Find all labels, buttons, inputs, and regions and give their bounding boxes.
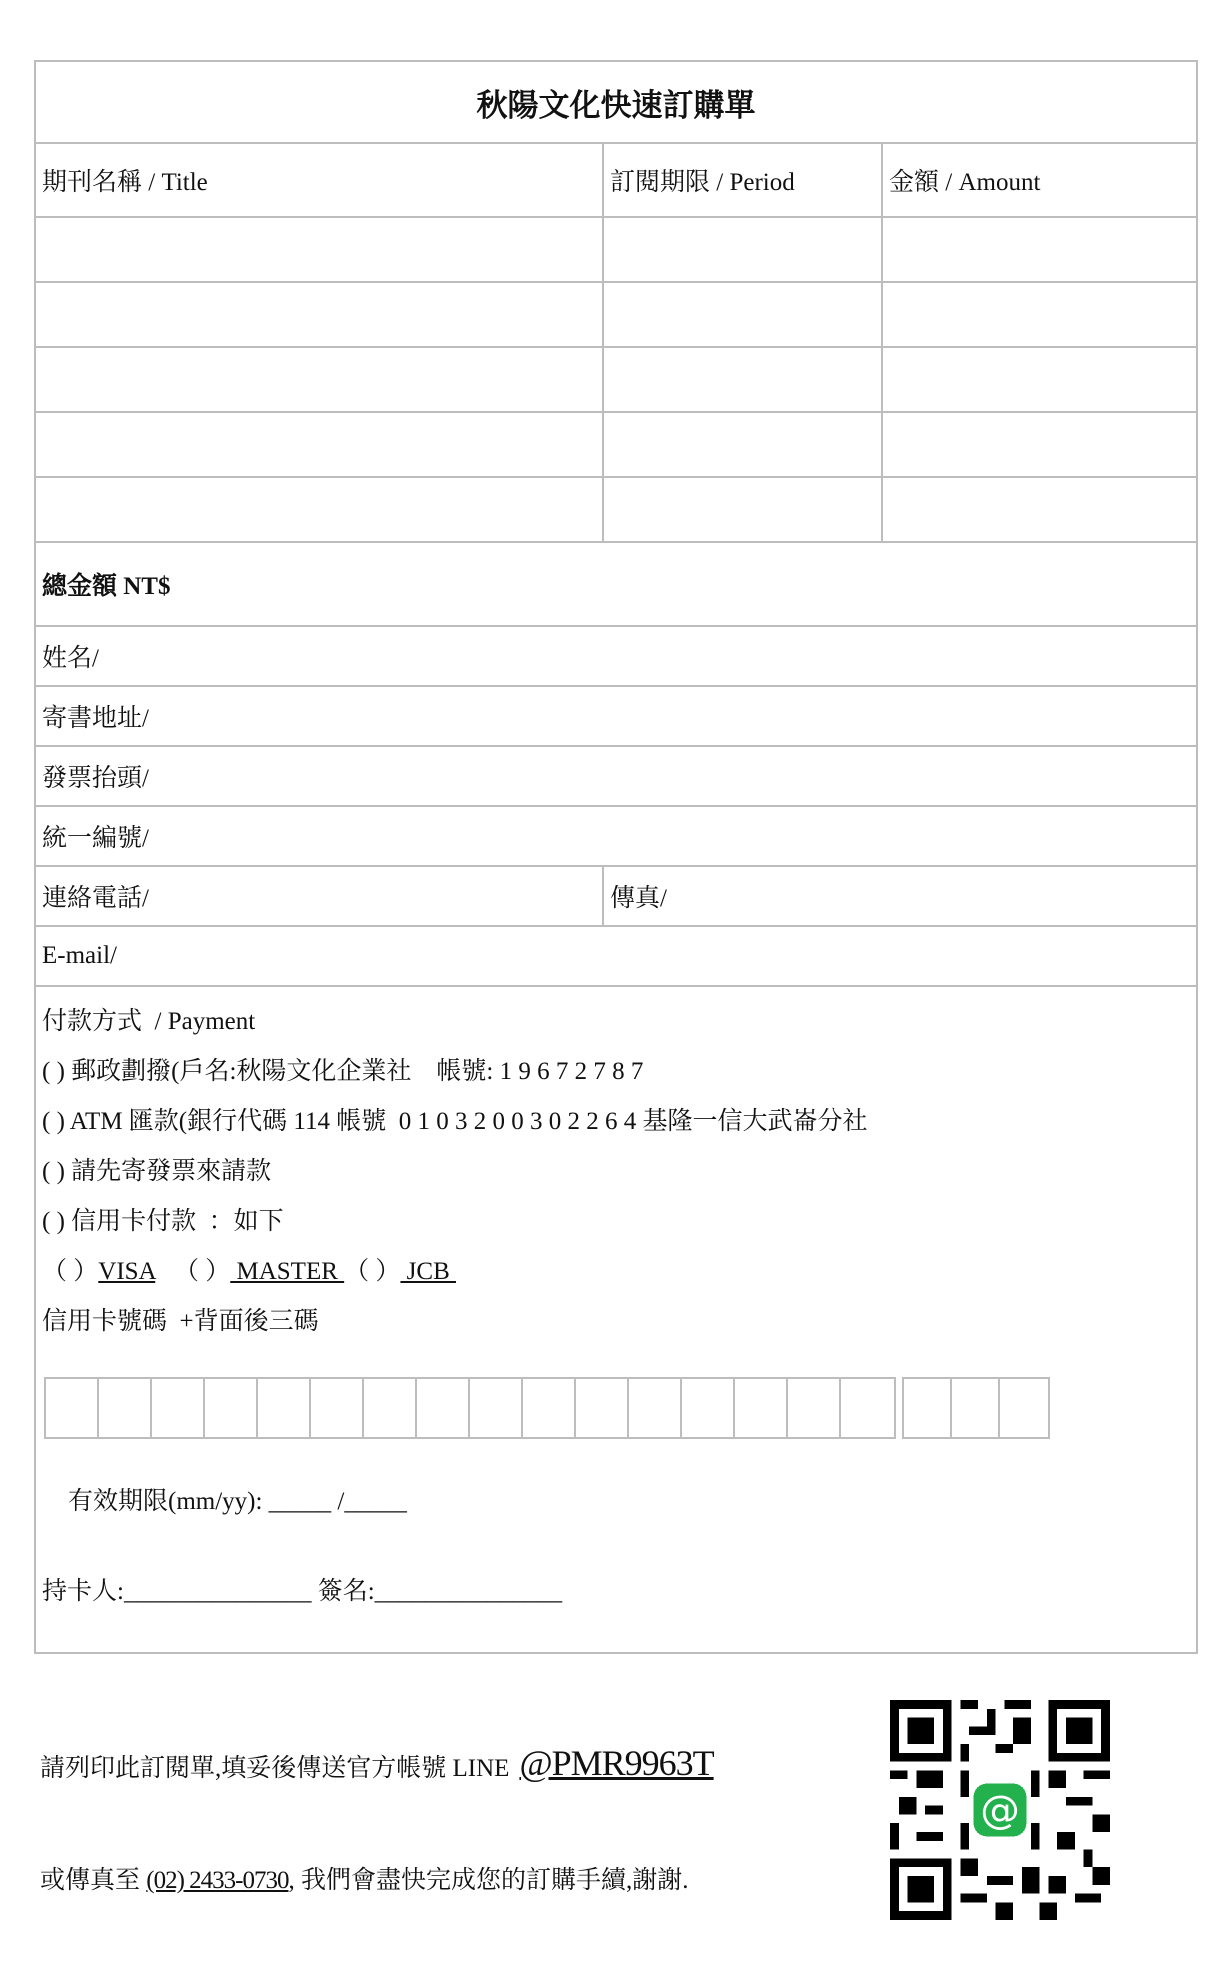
order-row[interactable] [36, 216, 1196, 281]
amount-field[interactable] [883, 413, 1196, 476]
fax-label: 傳真/ [610, 885, 667, 912]
card-digit-box[interactable] [99, 1379, 152, 1437]
card-digit-box[interactable] [841, 1379, 894, 1437]
card-digit-box[interactable] [205, 1379, 258, 1437]
fax-instruction [40, 1860, 689, 1896]
period-field[interactable] [604, 218, 883, 281]
fax-suffix: , 我們會盡快完成您的訂購手續,謝謝. [288, 1867, 689, 1894]
cvv-digit-box[interactable] [952, 1379, 1000, 1437]
amount-field[interactable] [883, 283, 1196, 346]
card-number-input[interactable] [44, 1377, 896, 1439]
period-field[interactable] [604, 478, 883, 541]
line-instruction-text: 請列印此訂閱單,填妥後傳送官方帳號 LINE [40, 1755, 510, 1782]
fax-prefix: 或傳真至 [40, 1867, 147, 1894]
card-digit-box[interactable] [523, 1379, 576, 1437]
cvv-input[interactable] [902, 1377, 1050, 1439]
jcb-label: JCB [400, 1258, 457, 1285]
header-row [36, 142, 1196, 216]
invoice-title-field[interactable] [36, 745, 1196, 805]
card-digit-box[interactable] [735, 1379, 788, 1437]
card-digit-box[interactable] [152, 1379, 205, 1437]
jcb-checkbox[interactable]: （ ） [344, 1258, 401, 1285]
card-digit-box[interactable] [417, 1379, 470, 1437]
amount-field[interactable] [883, 218, 1196, 281]
invoice-title-label: 發票抬頭/ [42, 765, 149, 792]
order-row[interactable] [36, 476, 1196, 541]
fax-number-link[interactable]: (02) 2433-0730 [146, 1867, 289, 1894]
card-digit-box[interactable] [258, 1379, 311, 1437]
line-id-link[interactable]: @PMR9963T [519, 1743, 714, 1783]
header-amount: 金額 / Amount [889, 169, 1041, 196]
tax-id-label: 統一編號/ [42, 825, 149, 852]
form-title: 秋陽文化快速訂購單 [476, 87, 756, 123]
master-checkbox[interactable]: （ ） [173, 1258, 231, 1285]
card-digit-box[interactable] [46, 1379, 99, 1437]
card-digit-box[interactable] [788, 1379, 841, 1437]
cvv-digit-box[interactable] [1000, 1379, 1048, 1437]
card-digit-box[interactable] [682, 1379, 735, 1437]
expiry-field[interactable]: 有效期限(mm/yy): _____ /_____ [68, 1488, 407, 1515]
header-period: 訂閱期限 / Period [604, 144, 883, 216]
address-field[interactable] [36, 685, 1196, 745]
payment-heading: 付款方式 / Payment [42, 1008, 256, 1035]
period-field[interactable] [604, 413, 883, 476]
amount-field[interactable] [883, 478, 1196, 541]
amount-field[interactable] [883, 348, 1196, 411]
address-label: 寄書地址/ [42, 705, 149, 732]
line-instruction [40, 1742, 714, 1784]
card-number-boxes [44, 1377, 1056, 1439]
order-row[interactable] [36, 411, 1196, 476]
payment-option-atm[interactable]: ( ) ATM 匯款(銀行代碼 114 帳號 0 1 0 3 2 0 0 3 0 2 2 6 4 基隆一信大武崙分社 [42, 1108, 868, 1135]
title-field[interactable] [36, 218, 604, 281]
name-field[interactable] [36, 625, 1196, 685]
form-title-row [36, 62, 1196, 142]
email-field[interactable] [36, 925, 1196, 985]
title-field[interactable] [36, 413, 604, 476]
cardholder-signature-field[interactable]: 持卡人:_______________ 簽名:_______________ [42, 1578, 563, 1605]
phone-label: 連絡電話/ [42, 885, 149, 912]
card-number-label: 信用卡號碼 +背面後三碼 [42, 1308, 319, 1335]
line-qr-code-icon [890, 1700, 1110, 1920]
phone-field[interactable] [36, 867, 604, 925]
svg-text:@: @ [980, 1787, 1020, 1834]
card-digit-box[interactable] [311, 1379, 364, 1437]
visa-checkbox[interactable]: （ ） [42, 1258, 99, 1285]
visa-label: VISA [98, 1258, 156, 1285]
order-form [34, 60, 1198, 1654]
card-digit-box[interactable] [470, 1379, 523, 1437]
total-row[interactable] [36, 541, 1196, 625]
period-field[interactable] [604, 283, 883, 346]
header-title: 期刊名稱 / Title [36, 144, 604, 216]
cvv-digit-box[interactable] [904, 1379, 952, 1437]
title-field[interactable] [36, 283, 604, 346]
payment-section [36, 985, 1196, 1652]
total-label: 總金額 NT$ [42, 573, 171, 600]
contact-row [36, 865, 1196, 925]
order-row[interactable] [36, 346, 1196, 411]
title-field[interactable] [36, 348, 604, 411]
period-field[interactable] [604, 348, 883, 411]
card-type-options [36, 1247, 1196, 1297]
card-digit-box[interactable] [629, 1379, 682, 1437]
name-label: 姓名/ [42, 645, 99, 672]
payment-option-credit[interactable]: ( ) 信用卡付款 ：如下 [42, 1208, 284, 1235]
title-field[interactable] [36, 478, 604, 541]
tax-id-field[interactable] [36, 805, 1196, 865]
email-label: E-mail/ [42, 942, 117, 969]
master-label: MASTER [230, 1258, 345, 1285]
card-digit-box[interactable] [364, 1379, 417, 1437]
card-digit-box[interactable] [576, 1379, 629, 1437]
payment-option-postal[interactable]: ( ) 郵政劃撥(戶名:秋陽文化企業社 帳號: 1 9 6 7 2 7 8 7 [42, 1058, 644, 1085]
fax-field[interactable] [604, 867, 1196, 925]
order-row[interactable] [36, 281, 1196, 346]
payment-option-invoice[interactable]: ( ) 請先寄發票來請款 [42, 1158, 272, 1185]
